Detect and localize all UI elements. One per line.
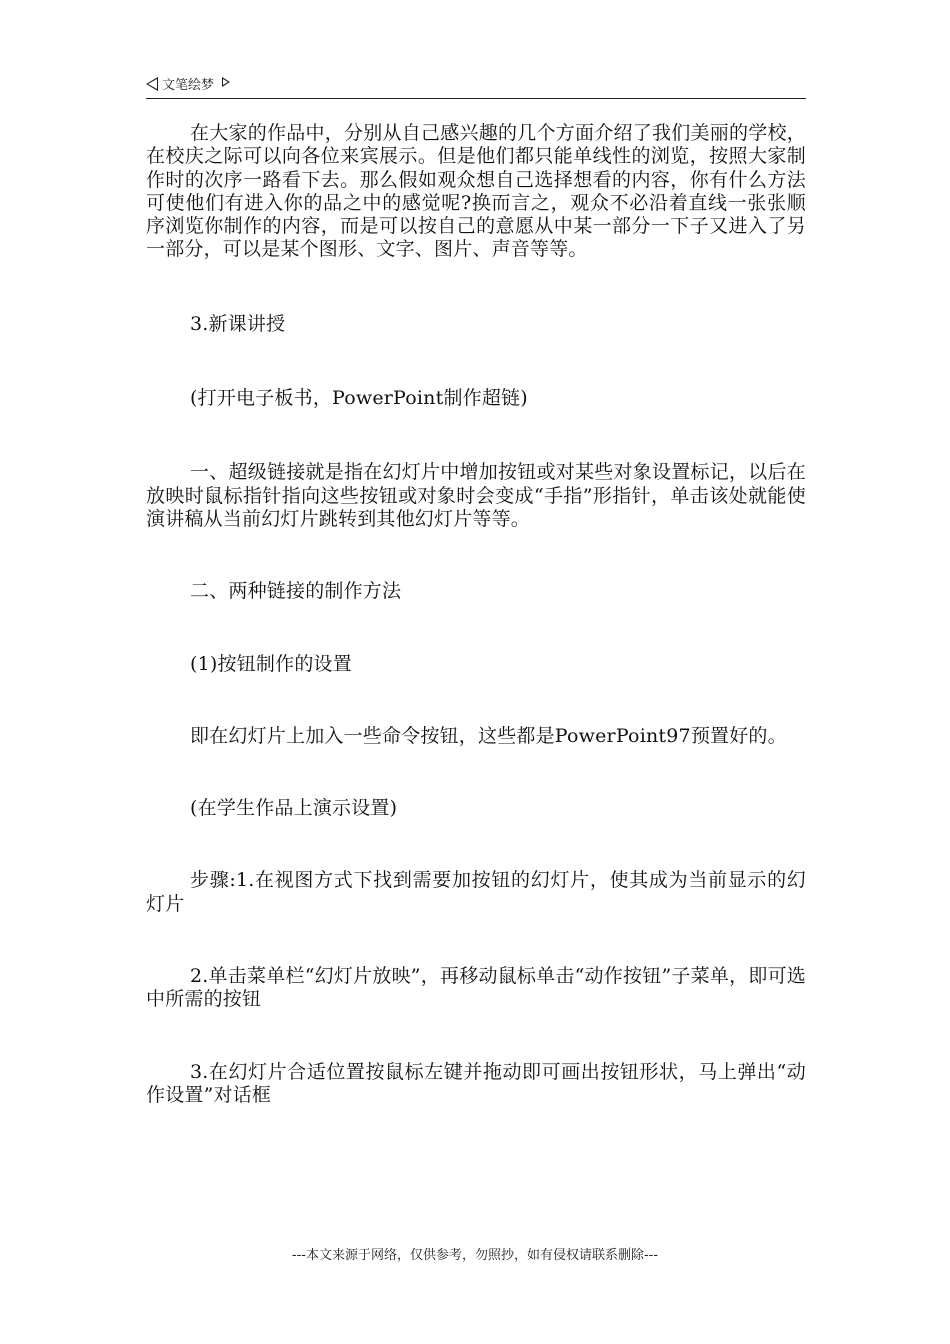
right-triangle-icon xyxy=(222,77,230,87)
subheading-button-setup: (1)按钮制作的设置 xyxy=(190,652,352,675)
footer-notice: ---本文来源于网络，仅供参考，勿照抄，如有侵权请联系删除--- xyxy=(291,1248,659,1263)
left-triangle-icon xyxy=(146,77,158,91)
section-heading-new-lesson: 3.新课讲授 xyxy=(190,312,286,335)
paragraph-open-board: (打开电子板书，PowerPoint制作超链) xyxy=(190,387,528,410)
paragraph-command-buttons: 即在幻灯片上加入一些命令按钮，这些都是PowerPoint97预置好的。 xyxy=(190,724,787,747)
paragraph-demo-note: (在学生作品上演示设置) xyxy=(190,797,398,820)
header-brand: 文笔绘梦 xyxy=(162,78,215,93)
header-brand-group xyxy=(146,74,230,93)
section-heading-two-methods: 二、两种链接的制作方法 xyxy=(190,580,402,603)
step-2: 2.单击菜单栏“幻灯片放映”，再移动鼠标单击“动作按钮”子菜单，即可选中所需的按钮 xyxy=(146,965,806,1011)
paragraph-intro: 在大家的作品中，分别从自己感兴趣的几个方面介绍了我们美丽的学校，在校庆之际可以向各位来宾展示。但是他们都只能单线性的浏览，按照大家制作时的次序一路看下去。那么假如观众想自己选择想看的内容，你有什么方法可使他们有进入你的品之中的感觉呢?换而言之，观众不必沿着直线一张张顺序浏览你制作的内容，而是可以按自己的意愿从中某一部分一下子又进入了另一部分，可以是某个图形、文字、图片、声音等等。 xyxy=(146,122,806,261)
step-1: 步骤:1.在视图方式下找到需要加按钮的幻灯片，使其成为当前显示的幻灯片 xyxy=(146,869,806,915)
page-header xyxy=(146,72,806,99)
document-body xyxy=(146,122,806,1107)
paragraph-hyperlink-definition: 一、超级链接就是指在幻灯片中增加按钮或对某些对象设置标记，以后在放映时鼠标指针指向这些按钮或对象时会变成“手指”形指针，单击该处就能使演讲稿从当前幻灯片跳转到其他幻灯片等等。 xyxy=(146,461,806,530)
step-3: 3.在幻灯片合适位置按鼠标左键并拖动即可画出按钮形状，马上弹出“动作设置”对话框 xyxy=(146,1060,806,1106)
